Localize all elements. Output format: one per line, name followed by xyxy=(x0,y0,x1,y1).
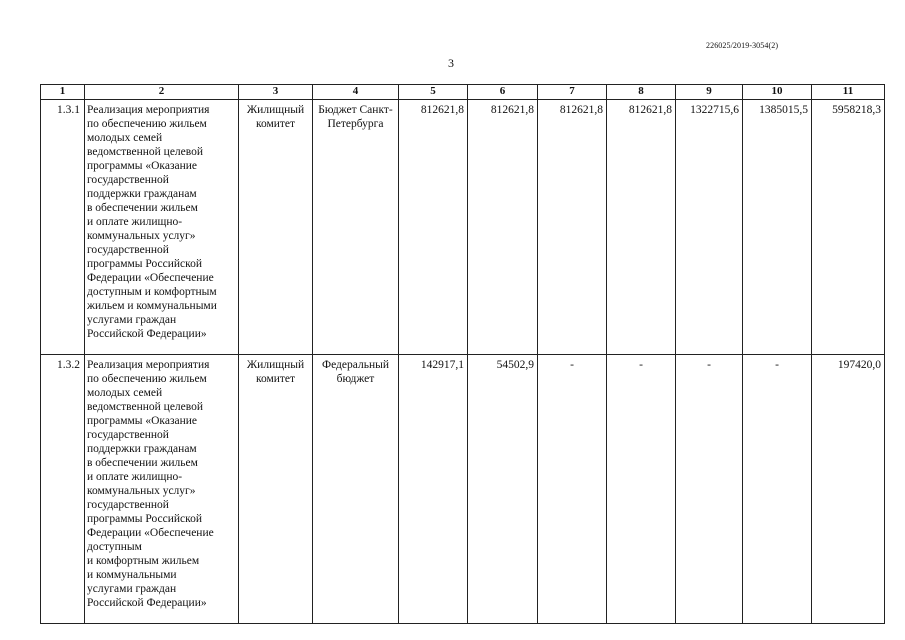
column-header: 5 xyxy=(399,85,468,100)
row-measure-name: Реализация мероприятия по обеспечению жильем молодых семей ведомственной целевой программы «Оказание государственной поддержки гражданам в обеспечении жильем и оплате жилищно- коммунальных услуг» государственной программы Российской Федерации «Обеспечение доступным и комфортным жильем и коммунальными услугами граждан Российской Федерации» xyxy=(85,355,239,624)
row-value-8: - xyxy=(607,355,676,624)
row-value-7: 812621,8 xyxy=(538,100,607,355)
column-header: 7 xyxy=(538,85,607,100)
column-header: 10 xyxy=(743,85,812,100)
page-number: 3 xyxy=(448,56,454,70)
row-value-5: 812621,8 xyxy=(399,100,468,355)
column-header: 1 xyxy=(41,85,85,100)
row-value-10: - xyxy=(743,355,812,624)
row-value-5: 142917,1 xyxy=(399,355,468,624)
data-table xyxy=(40,84,885,624)
row-value-10: 1385015,5 xyxy=(743,100,812,355)
column-header: 9 xyxy=(676,85,743,100)
row-funding-source: Бюджет Санкт-Петербурга xyxy=(313,100,399,355)
table-row xyxy=(41,100,885,355)
column-header: 2 xyxy=(85,85,239,100)
row-measure-name: Реализация мероприятия по обеспечению жильем молодых семей ведомственной целевой программы «Оказание государственной поддержки гражданам в обеспечении жильем и оплате жилищно- коммунальных услуг» государственной программы Российской Федерации «Обеспечение доступным и комфортным жильем и коммунальными услугами граждан Российской Федерации» xyxy=(85,100,239,355)
column-header: 6 xyxy=(468,85,538,100)
row-value-8: 812621,8 xyxy=(607,100,676,355)
column-header: 3 xyxy=(239,85,313,100)
row-funding-source: Федеральный бюджет xyxy=(313,355,399,624)
row-executor: Жилищный комитет xyxy=(239,355,313,624)
document-id: 226025/2019-3054(2) xyxy=(706,41,779,50)
row-value-9: - xyxy=(676,355,743,624)
row-value-11: 5958218,3 xyxy=(812,100,885,355)
column-header: 4 xyxy=(313,85,399,100)
table-row xyxy=(41,355,885,624)
row-value-9: 1322715,6 xyxy=(676,100,743,355)
row-value-7: - xyxy=(538,355,607,624)
column-header: 8 xyxy=(607,85,676,100)
row-value-6: 812621,8 xyxy=(468,100,538,355)
row-executor: Жилищный комитет xyxy=(239,100,313,355)
row-code: 1.3.1 xyxy=(41,100,85,355)
table-header-row xyxy=(41,85,885,100)
row-value-6: 54502,9 xyxy=(468,355,538,624)
row-value-11: 197420,0 xyxy=(812,355,885,624)
column-header: 11 xyxy=(812,85,885,100)
row-code: 1.3.2 xyxy=(41,355,85,624)
